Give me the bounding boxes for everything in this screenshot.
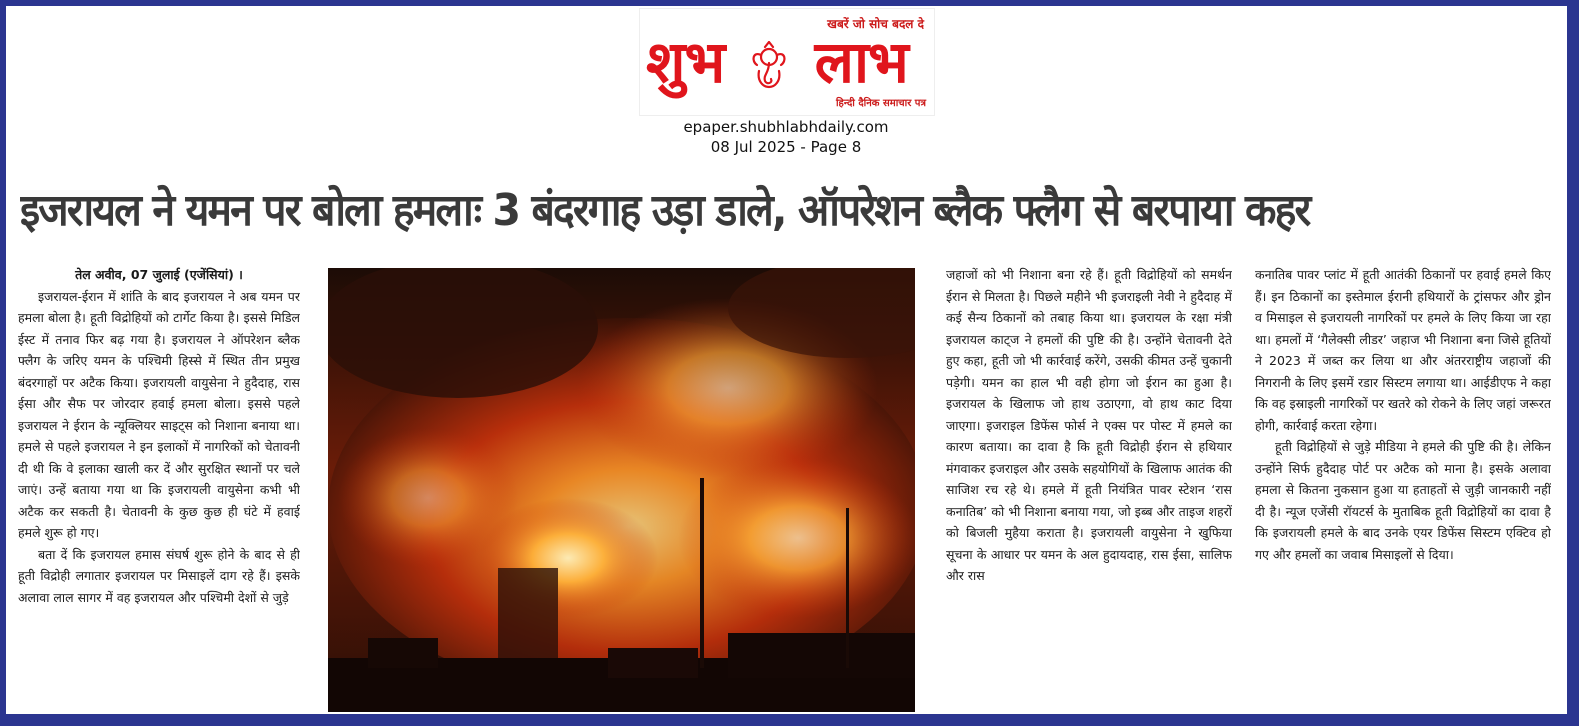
article-paragraph: इजरायल-ईरान में शांति के बाद इजरायल ने अब यमन पर हमला बोला है। हूती विद्रोहियों को टार्गेट किया है। इससे मिडिल ईस्ट में तनाव फिर बढ़ गया है। इजरायल ने ऑपरेशन ब्लैक फ्लैग के जरिए यमन के पश्चिमी हिस्से में स्थित तीन प्रमुख बंदरगाहों पर अटैक किया। इजरायली वायुसेना ने हुदैदाह, रास ईसा और सैफ पर जोरदार हवाई हमला बोला। इससे पहले इजरायल ने ईरान के न्यूक्लियर साइट्स को निशाना बनाया था। हमले से पहले इजरायल ने इन इलाकों में नागरिकों को चेतावनी दी थी कि वे इलाका खाली कर दें और सुरक्षित स्थानों पर चले जाएं। उन्हें बताया गया था कि इजरायली वायुसेना कभी भी अटैक कर सकती है। चेतावनी के कुछ कुछ ही घंटे में हवाई हमले शुरू हो गए। <box>18 288 300 540</box>
article-column-1 <box>18 264 300 712</box>
article-headline: इजरायल ने यमन पर बोला हमलाः 3 बंदरगाह उड़ा डाले, ऑपरेशन ब्लैक फ्लैग से बरपाया कहर <box>20 185 1310 236</box>
epaper-page <box>6 6 1567 714</box>
masthead-name-part2: लाभ <box>814 28 908 96</box>
article-paragraph: बता दें कि इजरायल हमास संघर्ष शुरू होने के बाद से ही हूती विद्रोही लगातार इजरायल पर मिसाइलें दाग रहे हैं। इसके अलावा लाल सागर में वह इजरायल और पश्चिमी देशों से जुड़े <box>18 546 300 605</box>
masthead-tagline: खबरें जो सोच बदल दे <box>827 17 924 31</box>
article-paragraph: कनातिब पावर प्लांट में हूती आतंकी ठिकानों पर हवाई हमले किए हैं। इन ठिकानों का इस्तेमाल ईरानी हथियारों के ट्रांसफर और ड्रोन व मिसाइल से इजरायली नागरिकों पर हमले के लिए किया जा रहा था। हमलों में ‘गैलेक्सी लीडर’ जहाज भी निशाना बना जिसे हूतियों ने 2023 में जब्त कर लिया था और अंतरराष्ट्रीय जहाजों की निगरानी के लिए इसमें रडार सिस्टम लगाया था। आईडीएफ ने कहा कि वह इस्राइली नागरिकों पर खतरे को रोकने के लिए जहां जरूरत होगी, कार्रवाई करता रहेगा। <box>1255 267 1551 433</box>
fire-explosion-photo <box>328 268 915 712</box>
masthead-subtitle: हिन्दी दैनिक समाचार पत्र <box>835 98 926 109</box>
ganesha-icon <box>747 41 791 91</box>
photo-illustration <box>328 268 915 712</box>
article-paragraph: हूती विद्रोहियों से जुड़े मीडिया ने हमले की पुष्टि की है। लेकिन उन्होंने सिर्फ हुदैदाह पोर्ट पर अटैक को माना है। इसके अलावा हमला से कितना नुकसान हुआ या हताहतों से जुड़ी जानकारी नहीं दी है। न्यूज एजेंसी रॉयटर्स के मुताबिक हूती विद्रोहियों का दावा है कि इजरायली हमले के बाद उनके एयर डिफेंस सिस्टम एक्टिव हो गए और हमलों का जवाब मिसाइलों से दिया। <box>1255 439 1551 562</box>
edition-date-page: 08 Jul 2025 - Page 8 <box>710 138 862 156</box>
article-column-3 <box>946 264 1232 712</box>
article-paragraph: जहाजों को भी निशाना बना रहे हैं। हूती विद्रोहियों को समर्थन ईरान से मिलता है। पिछले महीने भी इजराइली नेवी ने हुदैदाह में कई सैन्य ठिकानों को तबाह किया था। इजरायल के रक्षा मंत्री इजरायल काट्ज ने हमलों की पुष्टि की है। उन्होंने चेतावनी देते हुए कहा, हूती जो भी कार्रवाई करेंगे, उसकी कीमत उन्हें चुकानी पड़ेगी। यमन का हाल भी वही होगा जो ईरान का हुआ है। इजरायल के खिलाफ जो हाथ उठाएगा, वो हाथ काट दिया जाएगा। इजराइल डिफेंस फोर्स ने एक्स पर पोस्ट में हमले का कारण बताया। का दावा है कि हूती विद्रोही ईरान से हथियार मंगवाकर इजराइल और उसके सहयोगियों के खिलाफ आतंक की साजिश रच रहे थे। हमले में हूती नियंत्रित पावर स्टेशन ‘रास कनातिब’ को भी निशाना बनाया गया, जो इब्ब और ताइज शहरों को बिजली मुहैया कराता है। इजरायली वायुसेना ने खुफिया सूचना के आधार पर यमन के अल हुदायदाह, रास ईसा, सालिफ और रास <box>946 267 1232 583</box>
article-column-4 <box>1255 264 1551 712</box>
masthead-name-part1: शुभ <box>646 28 725 96</box>
masthead-logo[interactable] <box>639 8 935 116</box>
masthead-name <box>646 29 908 95</box>
epaper-url[interactable]: epaper.shubhlabhdaily.com <box>683 118 889 136</box>
article-dateline: तेल अवीव, 07 जुलाई (एजेंसियां) । <box>75 267 243 282</box>
